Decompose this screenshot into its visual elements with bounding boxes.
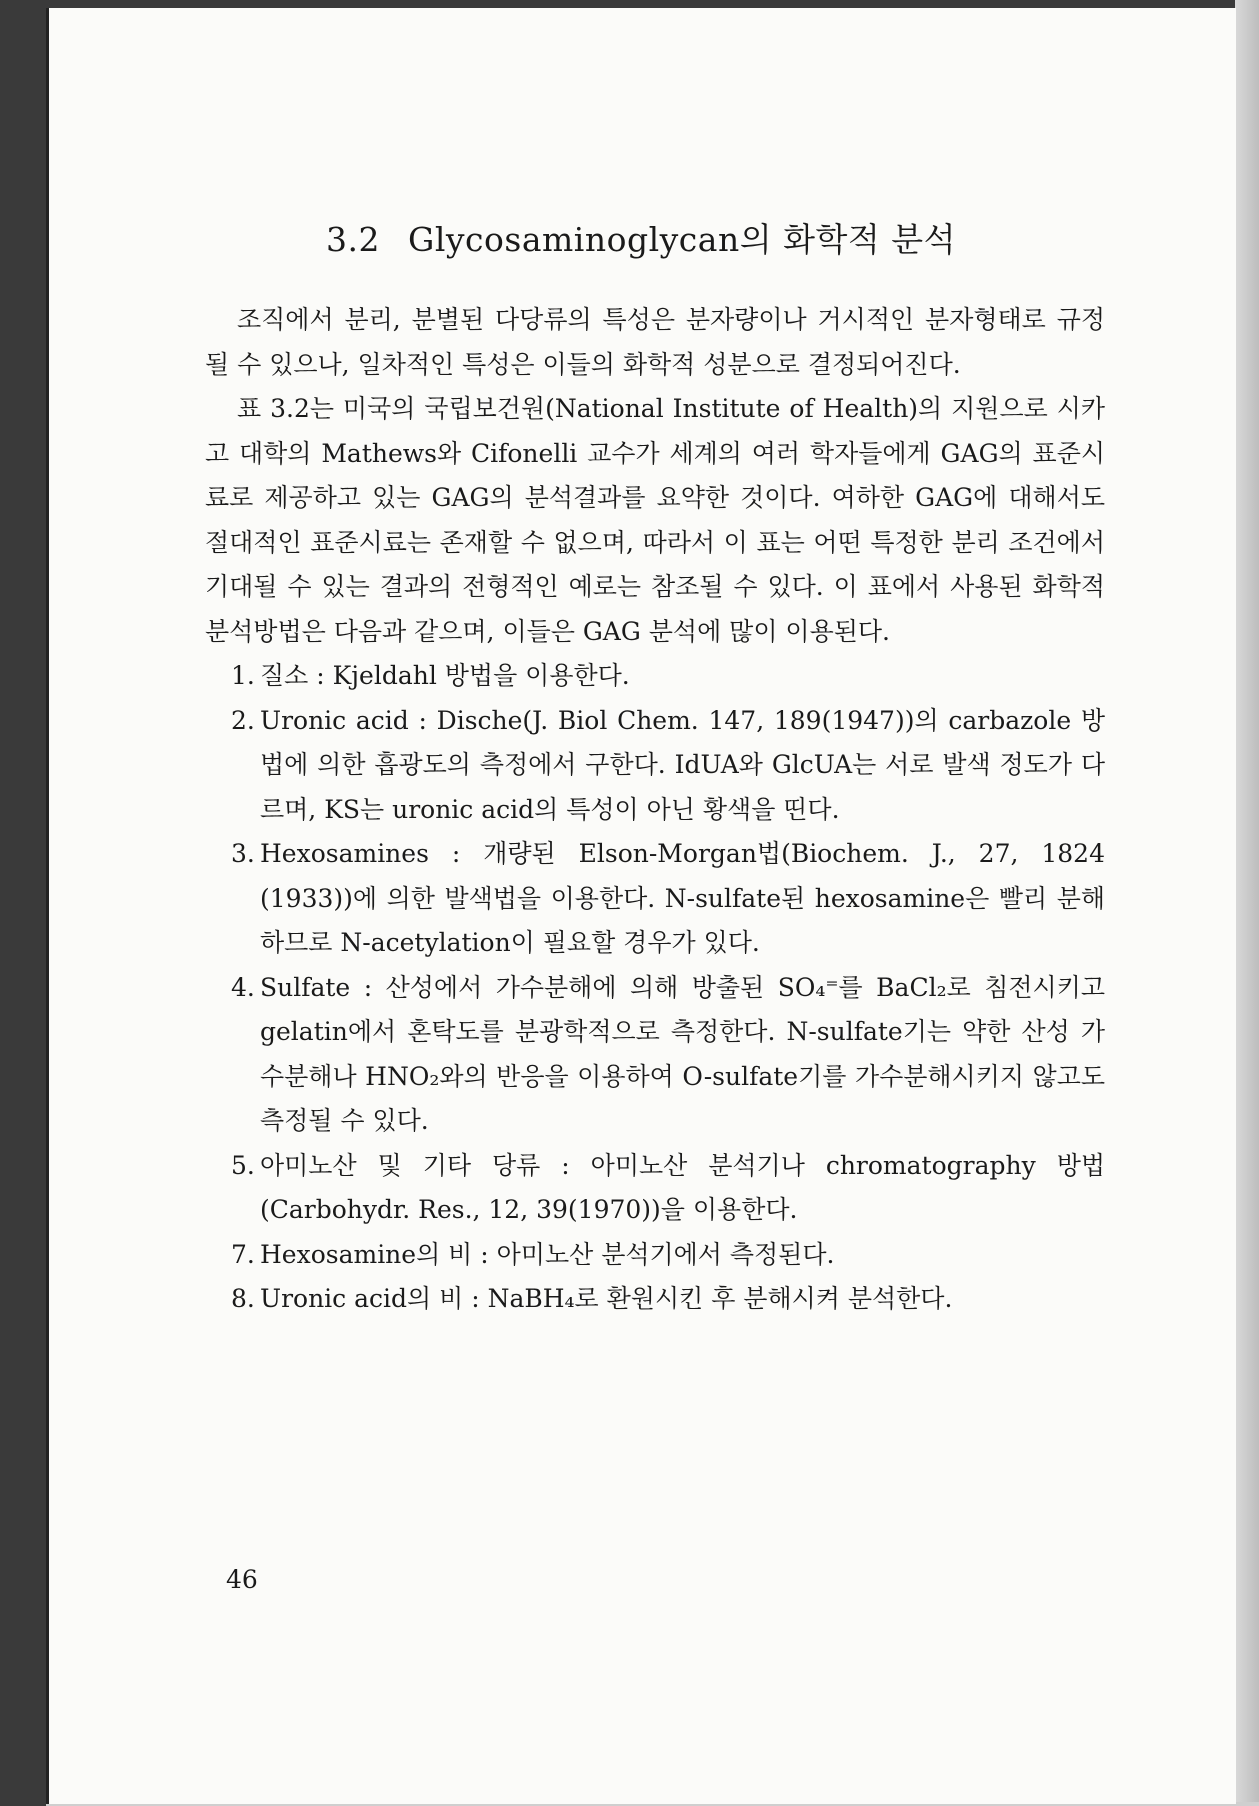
list-item-text: 아미노산 및 기타 당류 : 아미노산 분석기나 chromatography 방법(Carbohydr. Res., 12, 39(1970))을 이용한다. <box>260 1150 1105 1224</box>
section-title: Glycosaminoglycan의 화학적 분석 <box>407 220 956 259</box>
list-item-text: Hexosamine의 비 : 아미노산 분석기에서 측정된다. <box>260 1239 835 1269</box>
list-item <box>205 654 1105 699</box>
list-item-number: 7. <box>231 1239 255 1269</box>
analysis-method-list <box>205 654 1105 1322</box>
list-item-text: 질소 : Kjeldahl 방법을 이용한다. <box>260 661 630 690</box>
list-item <box>205 1277 1105 1322</box>
list-item <box>205 699 1105 833</box>
list-item-number: 1. <box>231 661 255 690</box>
list-item-number: 8. <box>231 1284 255 1313</box>
list-item-text: Hexosamines : 개량된 Elson-Morgan법(Biochem. J., 27, 1824 (1933))에 의한 발색법을 이용한다. N-sulfate된 hexosamine은 빨리 분해하므로 N-acetylation이 필요할 경우가 있다. <box>260 839 1105 957</box>
body-text <box>205 298 1105 1322</box>
list-item <box>205 1144 1105 1233</box>
list-item-number: 5. <box>231 1150 255 1180</box>
section-number: 3.2 <box>326 220 380 259</box>
list-item <box>205 1233 1105 1278</box>
section-heading <box>326 214 956 261</box>
page-edge-right <box>1235 0 1259 1806</box>
list-item <box>205 832 1105 966</box>
list-item <box>205 966 1105 1144</box>
list-item-text: Uronic acid의 비 : NaBH₄로 환원시킨 후 분해시켜 분석한다. <box>260 1284 953 1313</box>
list-item-text: Uronic acid : Dische(J. Biol Chem. 147, 189(1947))의 carbazole 방법에 의한 흡광도의 측정에서 구한다. IdUA와 GlcUA는 서로 발색 정도가 다르며, KS는 uronic acid의 특성이 아닌 황색을 띤다. <box>260 705 1105 824</box>
paragraph-1: 조직에서 분리, 분별된 다당류의 특성은 분자량이나 거시적인 분자형태로 규정될 수 있으나, 일차적인 특성은 이들의 화학적 성분으로 결정되어진다. <box>205 305 1105 379</box>
list-item-number: 2. <box>231 705 255 735</box>
list-item-number: 4. <box>231 972 255 1002</box>
list-item-number: 3. <box>231 839 255 868</box>
paragraph-2: 표 3.2는 미국의 국립보건원(National Institute of Health)의 지원으로 시카고 대학의 Mathews와 Cifonelli 교수가 세계의 여러 학자들에게 GAG의 표준시료로 제공하고 있는 GAG의 분석결과를 요약한 것이다. 여하한 GAG에 대해서도 절대적인 표준시료는 존재할 수 없으며, 따라서 이 표는 어떤 특정한 분리 조건에서 기대될 수 있는 결과의 전형적인 예로는 참조될 수 있다. 이 표에서 사용된 화학적 분석방법은 다음과 같으며, 이들은 GAG 분석에 많이 이용된다. <box>205 394 1105 646</box>
page-number: 46 <box>226 1565 258 1594</box>
list-item-text: Sulfate : 산성에서 가수분해에 의해 방출된 SO₄⁼를 BaCl₂로 침전시키고 gelatin에서 혼탁도를 분광학적으로 측정한다. N-sulfate기는 약한 산성 가수분해나 HNO₂와의 반응을 이용하여 O-sulfate기를 가수분해시키지 않고도 측정될 수 있다. <box>260 972 1105 1135</box>
